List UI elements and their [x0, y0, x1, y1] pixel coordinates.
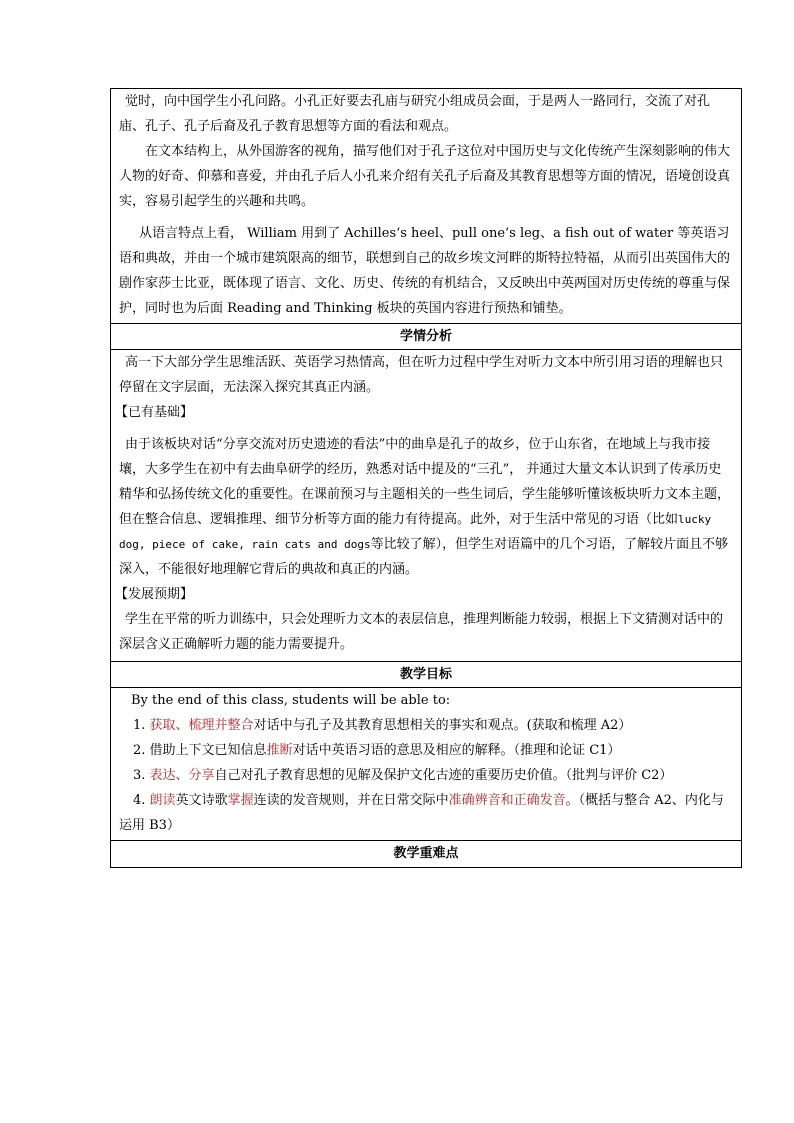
learner-analysis-header-row: [111, 324, 742, 350]
objective-4-text-c: 。（概括与整合 A2、内化与运用 B3）: [119, 793, 724, 833]
basis-text-part-2: 等比较了解），但学生对语篇中的几个习语，了解较片面且不够深入，不能很好地理解它背后的典故和真正的内涵。: [119, 537, 729, 577]
objectives-cell: [111, 688, 742, 841]
objective-1-number: 1.: [133, 718, 146, 733]
objective-4-verb-master: 掌握: [227, 793, 254, 808]
objectives-intro: By the end of this class, students will be able to:: [131, 693, 451, 708]
objective-4-verb-read: 朗读: [149, 793, 176, 808]
existing-basis-text: [119, 432, 733, 582]
objective-1: [119, 713, 733, 738]
objective-2-text-b: 对话中英语习语的意思及相应的解释。（推理和论证 C1）: [292, 743, 621, 758]
content-analysis-row: [111, 89, 742, 324]
development-text: 学生在平常的听力训练中，只会处理听力文本的表层信息，推理判断能力较弱，根据上下文猜测对话中的深层含义正确解听力题的能力需要提升。: [119, 612, 724, 652]
learner-intro: 高一下大部分学生思维活跃、英语学习热情高，但在听力过程中学生对听力文本中所引用习语的理解也只停留在文字层面，无法深入探究其真正内涵。: [119, 355, 724, 395]
objective-1-text: 对话中与孔子及其教育思想相关的事实和观点。(获取和梳理 A2）: [253, 718, 632, 733]
learner-analysis-row: [111, 350, 742, 662]
objective-4-number: 4.: [133, 793, 146, 808]
objective-2-verb: 推断: [266, 743, 293, 758]
objective-4-verb-pronounce: 准确辨音和正确发音: [448, 793, 566, 808]
objectives-heading: 教学目标: [111, 662, 742, 688]
lesson-plan-table: [110, 88, 742, 868]
learner-analysis-cell: [111, 350, 742, 662]
development-heading: 【发展预期】: [115, 587, 194, 602]
objectives-header-row: [111, 662, 742, 688]
objective-2: [119, 738, 733, 763]
idiom-examples: lucky dog, piece of cake, rain cats and dogs: [119, 513, 712, 551]
objective-4: [119, 788, 733, 838]
objective-1-verbs: 获取、梳理并整合: [149, 718, 254, 733]
key-points-header-row: [111, 841, 742, 868]
content-paragraph-3: 从语言特点上看， William 用到了 Achilles‘s heel、pull one’s leg、a fish out of water 等英语习语和典故，并由一个城市建筑限高的细节，联想到自己的故乡埃文河畔的斯特拉特福，从而引出英国伟大的剧作家莎士比亚，既体现了语言、文化、历史、传统的有机结合，又反映出中英两国对历史传统的尊重与保护，同时也为后面 Reading and Thinking 板块的英国内容进行预热和铺垫。: [119, 226, 731, 316]
objective-2-text-a: 借助上下文已知信息: [149, 743, 267, 758]
lesson-plan-page: [110, 88, 742, 868]
objective-4-text-b: 连读的发音规则，并在日常交际中: [253, 793, 449, 808]
content-paragraph-2: 在文本结构上，从外国游客的视角，描写他们对于孔子这位对中国历史与文化传统产生深刻影响的伟大人物的好奇、仰慕和喜爱，并由孔子后人小孔来介绍有关孔子后裔及其教育思想等方面的情况，语境创设真实，容易引起学生的兴趣和共鸣。: [119, 144, 731, 209]
objective-3-verbs: 表达、分享: [149, 768, 215, 783]
key-points-heading: 教学重难点: [111, 841, 742, 868]
basis-text-part-1: 由于该板块对话“分享交流对历史遗迹的看法”中的曲阜是孔子的故乡，位于山东省，在地域上与我市接壤，大多学生在初中有去曲阜研学的经历，熟悉对话中提及的“三孔”， 并通过大量文本认识到了传承历史精华和弘扬传统文化的重要性。在课前预习与主题相关的一些生词后，学生能够听懂该板块听力文本主题，但在整合信息、逻辑推理、细节分析等方面的能力有待提高。此外，对于生活中常见的习语（比如: [119, 437, 731, 527]
objective-3-number: 3.: [133, 768, 146, 783]
learner-analysis-heading: 学情分析: [111, 324, 742, 350]
content-analysis-cell: [111, 89, 742, 324]
objective-3-text: 自己对孔子教育思想的见解及保护文化古迹的重要历史价值。（批判与评价 C2）: [214, 768, 673, 783]
objective-4-text-a: 英文诗歌: [175, 793, 228, 808]
objective-2-number: 2.: [133, 743, 146, 758]
content-paragraph-1: 觉时，向中国学生小孔问路。小孔正好要去孔庙与研究小组成员会面，于是两人一路同行，交流了对孔庙、孔子、孔子后裔及孔子教育思想等方面的看法和观点。: [119, 94, 711, 134]
objectives-row: [111, 688, 742, 841]
objective-3: [119, 763, 733, 788]
existing-basis-heading: 【已有基础】: [115, 405, 194, 420]
